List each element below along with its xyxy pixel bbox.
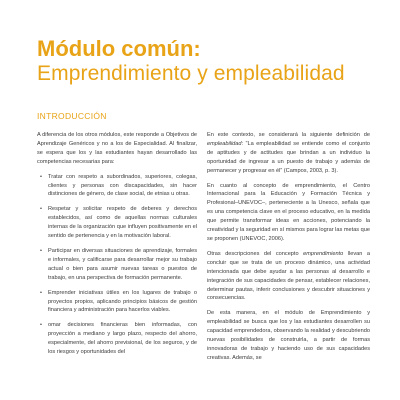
list-item-text: Emprender iniciativas útiles en los lugares de trabajo o proyectos propios, aplicando principios básicos de gestión financiera y administración para hacerlos viables. (48, 289, 197, 314)
list-item-text: Participar en diversas situaciones de aprendizaje, formales e informales, y calificarse para desarrollar mejor su trabajo actual o bien para asumir nuevas tareas o puestos de trabajo, en una perspectiva de formación permanente. (48, 247, 197, 281)
list-item-text: Respetar y solicitar respeto de deberes y derechos establecidos, así como de aquellas normas culturales internas de la organización que influyen positivamente en el sentido de pertenencia y en la motivación laboral. (48, 206, 197, 240)
section-heading: INTRODUCCIÓN (37, 111, 107, 121)
bullet-icon: • (40, 173, 42, 180)
competency-list (37, 173, 197, 357)
module-title-line2: Emprendimiento y empleabilidad (37, 62, 345, 85)
bullet-icon: • (40, 206, 42, 213)
text-run: llevan a concluir que se trata de un proceso dinámico, una actividad intencionada que debe ayudar a las personas al desarrollo e integración de sus capacidades de pensar, establecer relaciones, determinar pautas, inferir conclusiones y descubrir situaciones y consecuencias. (207, 250, 370, 302)
list-item-text: omar decisiones financieras bien informadas, con proyección a mediano y largo plazo, respecto del ahorro, especialmente, del ahorro previsional, de los seguros, y de los riesgos y oportunidades del (48, 322, 197, 356)
descriptions-paragraph (207, 250, 370, 303)
emphasis-term: emprendimiento (303, 250, 344, 257)
right-column (207, 131, 370, 369)
text-run: En este contexto, se considerará la siguiente definición de (207, 132, 370, 138)
list-item (37, 173, 197, 200)
text-run: Otras descripciones del concepto (207, 250, 299, 257)
intro-paragraph: A diferencia de los otros módulos, este responde a Objetivos de Aprendizaje Genéricos y no a los de Especialidad. Al finalizar, se espera que los y las estudiantes hayan desarrollado las competencias necesarias para: (37, 132, 197, 165)
entrepreneurship-paragraph: En cuanto al concepto de emprendimiento, el Centro Internacional para la Educación y Formación Técnica y Profesional–UNEVOC–, perteneciente a la Unesco, señala que es una competencia clave en el proceso educativo, en la medida que permite transformar ideas en acciones, potenciando la creatividad y la seguridad en sí mismos para lograr las metas que se proponen (UNEVOC, 2006). (207, 182, 370, 242)
bullet-icon: • (40, 322, 42, 329)
list-item-text: Tratar con respeto a subordinados, superiores, colegas, clientes y personas con discapacidades, sin hacer distinciones de género, de clase social, de etnias u otras. (48, 173, 197, 198)
emphasis-term: empleabilidad (207, 140, 242, 147)
list-item (37, 289, 197, 316)
list-item (37, 247, 197, 283)
list-item (37, 321, 197, 357)
text-run: : “La empleabilidad se entiende como el conjunto de aptitudes y de actitudes que brindan a un individuo la oportunidad de ingresar a un puesto de trabajo y además de permanecer y progresar en él” (Campos, 2003, p. 3). (207, 140, 370, 174)
bullet-icon: • (40, 289, 42, 296)
module-goal-paragraph: De esta manera, en el módulo de Emprendimiento y empleabilidad se busca que los y las estudiantes desarrollen su capacidad emprendedora, observando la realidad y descubriendo nuevas posibilidades de construirla, a partir de formas innovadoras de trabajo y haciendo uso de sus capacidades creativas. Además, se (207, 310, 370, 361)
module-title-line1: Módulo común: (37, 36, 201, 61)
definition-paragraph (207, 131, 370, 176)
left-column (37, 131, 197, 363)
bullet-icon: • (40, 247, 42, 254)
list-item (37, 205, 197, 241)
